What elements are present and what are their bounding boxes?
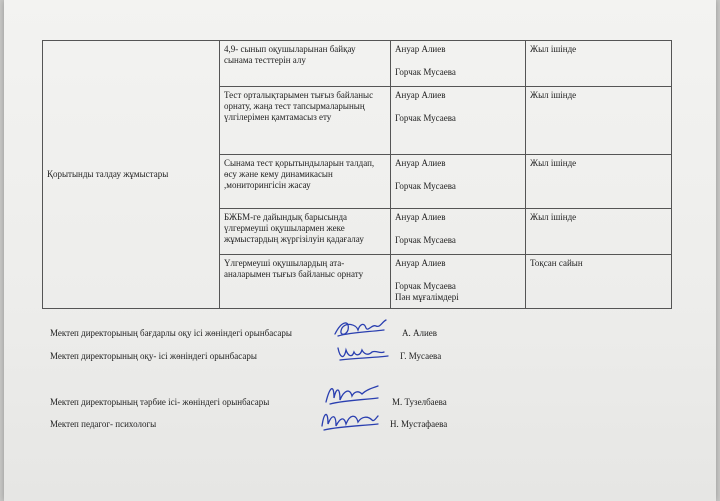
task-cell [220,209,391,255]
responsible-cell [391,209,526,255]
section-label: Қорытынды талдау жұмыстары [47,169,169,179]
section-label-cell [43,41,220,309]
deadline-cell [526,209,672,255]
responsible-name: Ануар Алиев [395,90,446,100]
table-row [43,41,672,87]
responsible-name: Горчак Мусаева [395,235,456,245]
responsible-name: Ануар Алиев [395,258,446,268]
handwritten-signature-icon [318,406,382,434]
responsible-name: Горчак Мусаева [395,113,456,123]
handwritten-signature-icon [334,342,390,364]
task-cell [220,87,391,155]
signature-role: Мектеп директорының оқу- ісі жөніндегі орынбасары [50,351,257,361]
responsible-cell [391,87,526,155]
signature-role: Мектеп директорының бағдарлы оқу ісі жөніндегі орынбасары [50,328,292,338]
deadline-text: Жыл ішінде [530,212,577,222]
deadline-cell [526,87,672,155]
deadline-cell [526,41,672,87]
responsible-cell [391,255,526,309]
handwritten-signature-icon [332,316,388,340]
plan-table-container [42,40,672,308]
task-cell [220,155,391,209]
task-text: БЖБМ-ге дайындық барысында үлгермеуші оқушылармен жеке жұмыстардың жүргізілуін қадағалау [224,212,364,244]
responsible-name: Горчак Мусаева [395,67,456,77]
deadline-text: Тоқсан сайын [530,258,583,268]
responsible-name: Ануар Алиев [395,44,446,54]
task-cell [220,255,391,309]
responsible-name: Пән мұғалімдері [395,292,459,302]
deadline-text: Жыл ішінде [530,90,577,100]
deadline-cell [526,255,672,309]
responsible-name: Горчак Мусаева [395,281,456,291]
signature-name: Н. Мустафаева [390,419,448,429]
deadline-text: Жыл ішінде [530,44,577,54]
signature-role: Мектеп педагог- психологы [50,419,157,429]
task-cell [220,41,391,87]
responsible-cell [391,41,526,87]
task-text: Тест орталықтарымен тығыз байланыс орнату, жаңа тест тапсырмаларының үлгілерімен қамтамасыз ету [224,90,374,122]
signature-name: М. Тузелбаева [392,397,447,407]
signature-name: Г. Мусаева [400,351,442,361]
responsible-name: Ануар Алиев [395,212,446,222]
task-text: 4,9- сынып оқушыларынан байқау сынама тесттерін алу [224,44,356,65]
task-text: Үлгермеуші оқушылардың ата-аналарымен тығыз байланыс орнату [224,258,364,279]
signature-name: А. Алиев [402,328,438,338]
handwritten-signature-icon [322,380,382,408]
plan-table [42,40,672,309]
task-text: Сынама тест қорытындыларын талдап, өсу және кему динамикасын ,мониторингісін жасау [224,158,375,190]
responsible-name: Горчак Мусаева [395,181,456,191]
deadline-text: Жыл ішінде [530,158,577,168]
deadline-cell [526,155,672,209]
responsible-cell [391,155,526,209]
responsible-name: Ануар Алиев [395,158,446,168]
document-page [4,0,716,501]
signature-role: Мектеп директорының тәрбие ісі- жөніндегі орынбасары [50,397,270,407]
